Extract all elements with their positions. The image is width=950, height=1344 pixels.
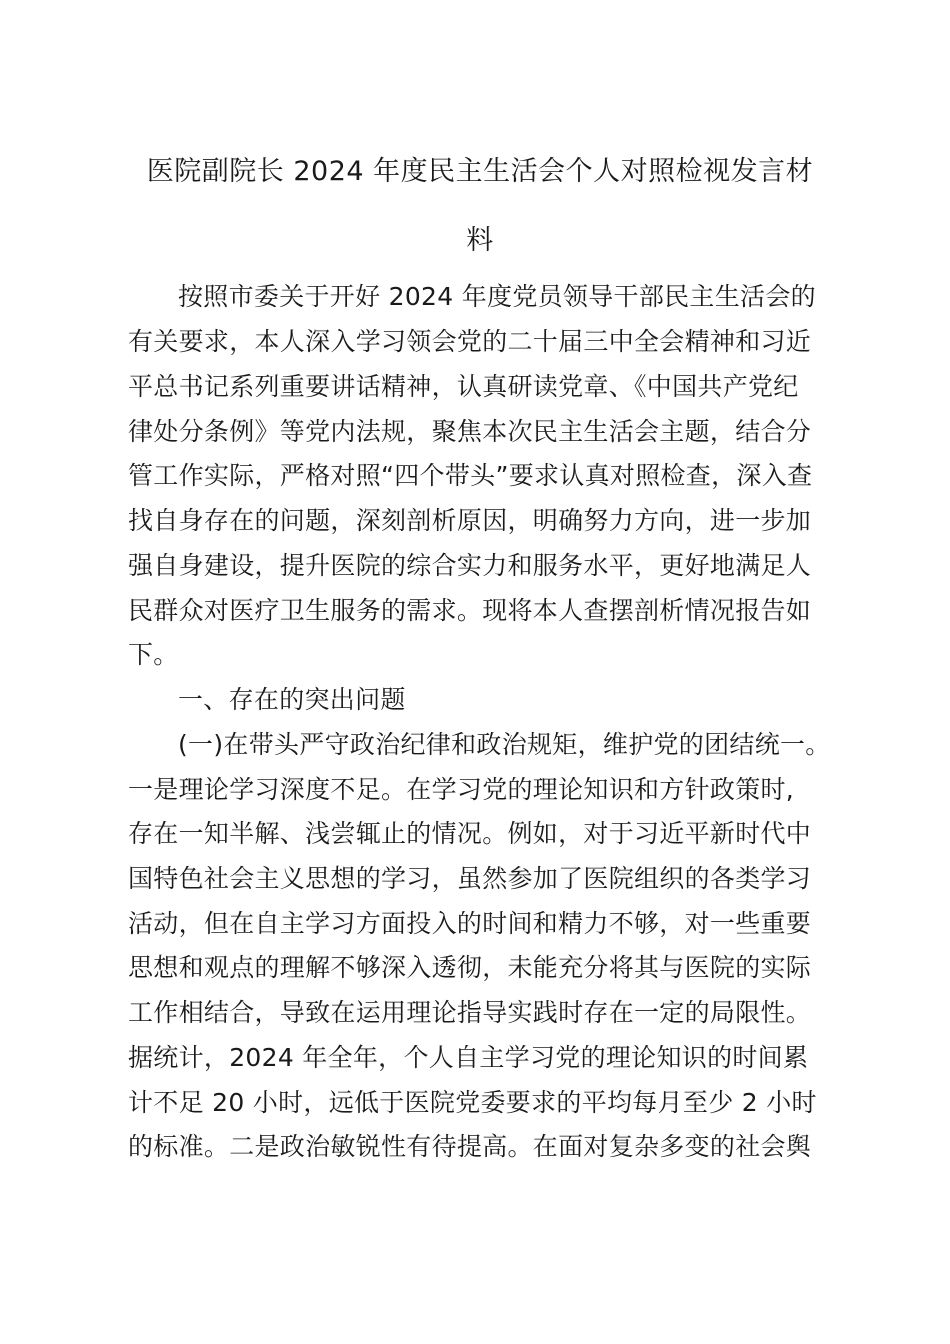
body-line: 思想和观点的理解不够深入透彻，未能充分将其与医院的实际 (128, 953, 812, 982)
body-line: 的标准。二是政治敏锐性有待提高。在面对复杂多变的社会舆 (128, 1132, 812, 1161)
body-line: 有关要求，本人深入学习领会党的二十届三中全会精神和习近 (128, 327, 812, 356)
body-line: 国特色社会主义思想的学习，虽然参加了医院组织的各类学习 (128, 864, 812, 893)
section-heading: 一、存在的突出问题 (178, 685, 406, 714)
body-line: 律处分条例》等党内法规，聚焦本次民主生活会主题，结合分 (128, 417, 812, 446)
body-line: 管工作实际，严格对照“四个带头”要求认真对照检查，深入查 (128, 461, 813, 490)
body-line: 据统计，2024 年全年，个人自主学习党的理论知识的时间累 (128, 1043, 809, 1072)
document-title-line-2: 料 (466, 225, 494, 256)
body-line: 民群众对医疗卫生服务的需求。现将本人查摆剖析情况报告如 (128, 596, 812, 625)
body-line: 计不足 20 小时，远低于医院党委要求的平均每月至少 2 小时 (128, 1088, 817, 1117)
body-line: 找自身存在的问题，深刻剖析原因，明确努力方向，进一步加 (128, 506, 812, 535)
body-line: 下。 (128, 640, 179, 669)
subsection-heading: (一)在带头严守政治纪律和政治规矩，维护党的团结统一。 (178, 730, 831, 759)
document-title-line-1: 医院副院长 2024 年度民主生活会个人对照检视发言材 (146, 156, 814, 187)
body-line: 强自身建设，提升医院的综合实力和服务水平，更好地满足人 (128, 551, 812, 580)
body-line: 平总书记系列重要讲话精神，认真研读党章、《中国共产党纪 (128, 372, 799, 401)
body-line: 工作相结合，导致在运用理论指导实践时存在一定的局限性。 (128, 998, 812, 1027)
body-line: 按照市委关于开好 2024 年度党员领导干部民主生活会的 (178, 282, 816, 311)
body-line: 活动，但在自主学习方面投入的时间和精力不够，对一些重要 (128, 909, 812, 938)
body-line: 存在一知半解、浅尝辄止的情况。例如，对于习近平新时代中 (128, 819, 812, 848)
body-line: 一是理论学习深度不足。在学习党的理论知识和方针政策时, (128, 775, 795, 804)
